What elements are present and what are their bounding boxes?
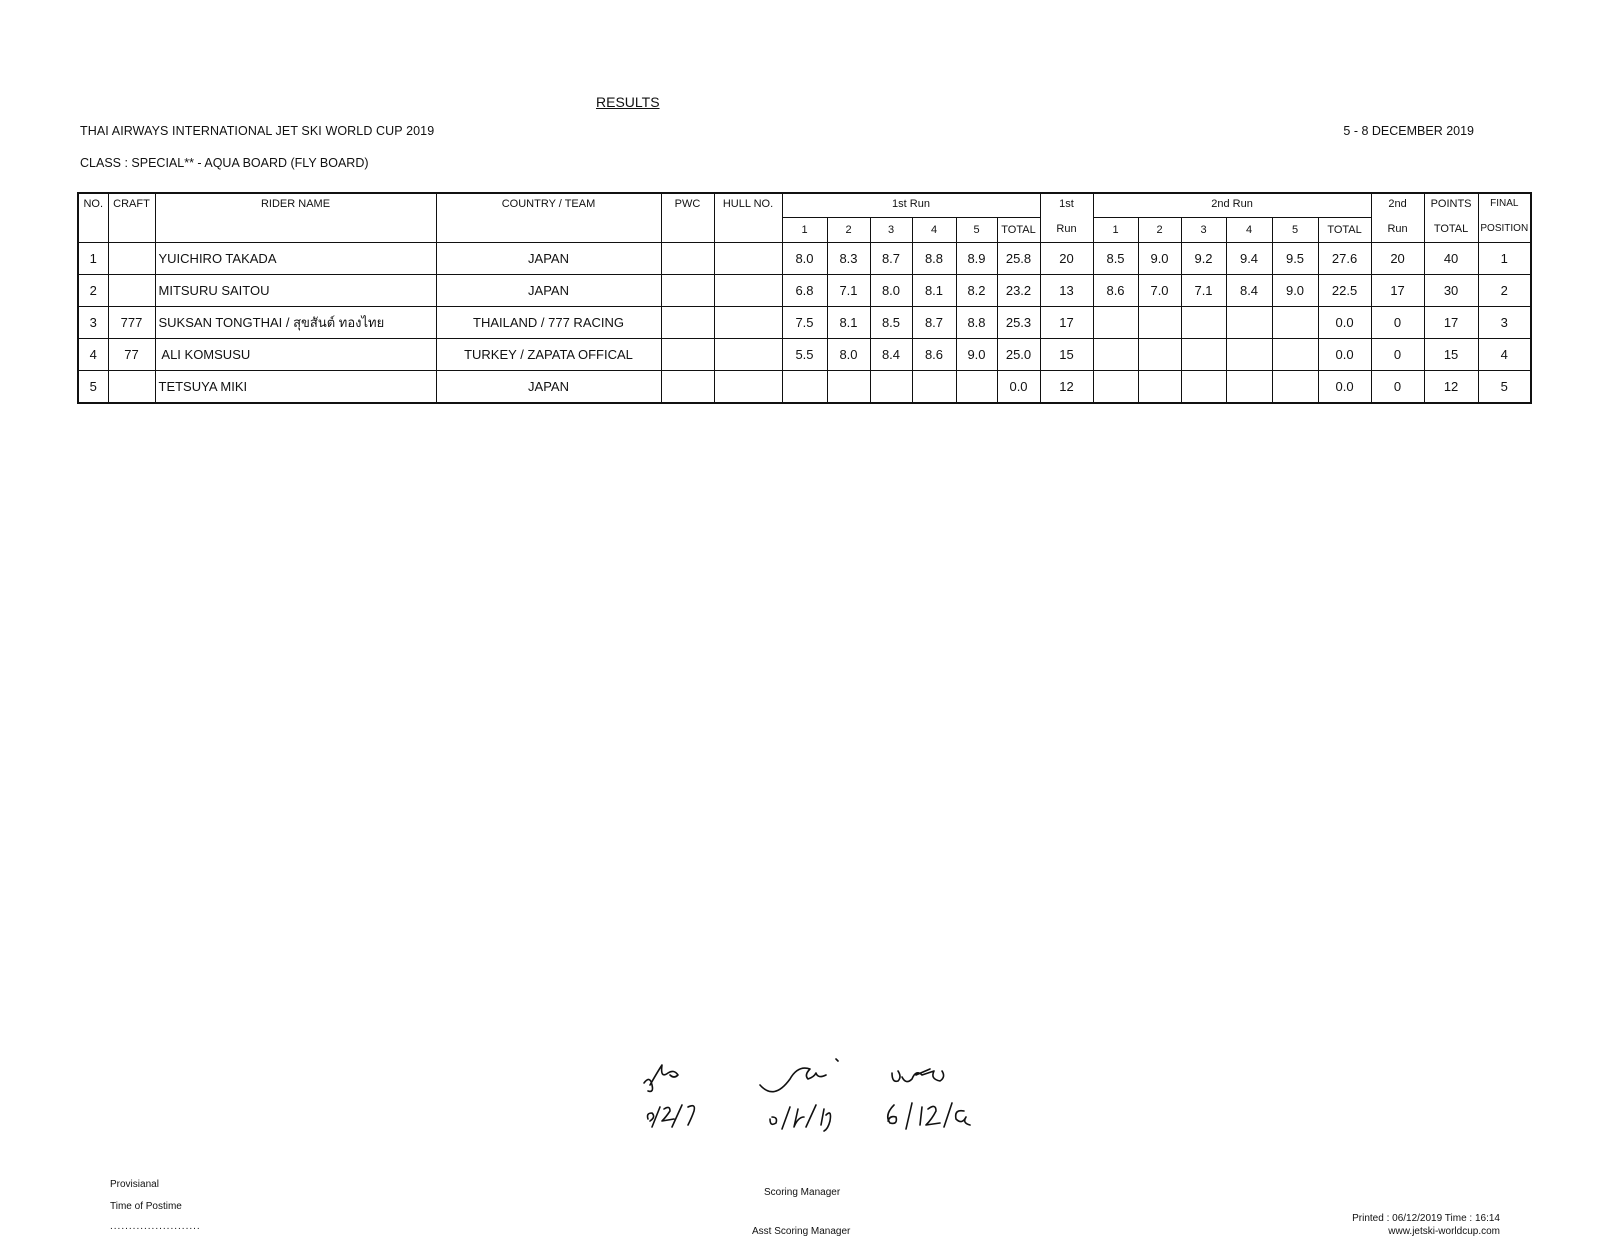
cell-rider-name: MITSURU SAITOU [155, 274, 436, 306]
cell-pwc [661, 370, 714, 403]
cell-run2-score: 7.0 [1138, 274, 1181, 306]
header-run1-total: TOTAL [997, 217, 1040, 242]
cell-run2-score: 8.4 [1226, 274, 1272, 306]
cell-run2-score [1226, 338, 1272, 370]
signature-3-date [888, 1103, 970, 1129]
cell-run1-score: 8.9 [956, 242, 997, 274]
header-2nd-run-points-bottom: Run [1371, 217, 1424, 242]
cell-final-position: 5 [1478, 370, 1531, 403]
asst-scoring-manager-label: Asst Scoring Manager [752, 1226, 851, 1237]
header-points-top: POINTS [1424, 193, 1478, 217]
header-country-blank [436, 217, 661, 242]
website-url: www.jetski-worldcup.com [1388, 1226, 1500, 1237]
cell-run1-total: 25.3 [997, 306, 1040, 338]
cell-run1-score [956, 370, 997, 403]
header-rider-blank [155, 217, 436, 242]
header-hull-blank [714, 217, 782, 242]
table-row [78, 242, 1531, 274]
header-country-team: COUNTRY / TEAM [436, 193, 661, 217]
provisional-label: Provisianal [110, 1179, 159, 1190]
cell-hull-no [714, 338, 782, 370]
cell-run2-score [1272, 306, 1318, 338]
cell-final-position: 1 [1478, 242, 1531, 274]
header-run1-judge-1: 1 [782, 217, 827, 242]
cell-hull-no [714, 370, 782, 403]
cell-run1-points: 20 [1040, 242, 1093, 274]
cell-run2-points: 0 [1371, 370, 1424, 403]
cell-run1-score: 8.5 [870, 306, 912, 338]
header-row-1 [78, 193, 1531, 217]
cell-final-position: 3 [1478, 306, 1531, 338]
cell-run2-points: 0 [1371, 338, 1424, 370]
cell-run2-score [1138, 370, 1181, 403]
cell-run2-score: 9.4 [1226, 242, 1272, 274]
cell-country-team: THAILAND / 777 RACING [436, 306, 661, 338]
cell-run1-score: 8.2 [956, 274, 997, 306]
cell-run2-score [1138, 338, 1181, 370]
cell-run1-score: 8.1 [912, 274, 956, 306]
cell-craft [108, 370, 155, 403]
cell-points-total: 17 [1424, 306, 1478, 338]
cell-run2-score [1093, 338, 1138, 370]
cell-run2-score: 9.5 [1272, 242, 1318, 274]
cell-run2-total: 0.0 [1318, 338, 1371, 370]
cell-run2-score [1138, 306, 1181, 338]
header-pwc: PWC [661, 193, 714, 217]
header-run2-judge-1: 1 [1093, 217, 1138, 242]
cell-points-total: 30 [1424, 274, 1478, 306]
cell-country-team: JAPAN [436, 242, 661, 274]
postime-dotted-line: ........................ [110, 1221, 201, 1232]
header-no: NO. [78, 193, 108, 217]
header-run1-judge-5: 5 [956, 217, 997, 242]
cell-country-team: JAPAN [436, 274, 661, 306]
cell-run1-score: 7.5 [782, 306, 827, 338]
cell-pwc [661, 242, 714, 274]
handwritten-signatures [640, 1055, 1000, 1135]
table-row [78, 306, 1531, 338]
signature-3-mark [892, 1069, 944, 1082]
cell-run2-points: 0 [1371, 306, 1424, 338]
header-run2-judge-2: 2 [1138, 217, 1181, 242]
cell-no: 1 [78, 242, 108, 274]
header-rider-name: RIDER NAME [155, 193, 436, 217]
cell-run1-total: 25.0 [997, 338, 1040, 370]
cell-no: 5 [78, 370, 108, 403]
cell-run2-score: 8.6 [1093, 274, 1138, 306]
cell-run1-total: 23.2 [997, 274, 1040, 306]
cell-run2-score: 8.5 [1093, 242, 1138, 274]
cell-craft: 77 [108, 338, 155, 370]
header-1st-run-points-bottom: Run [1040, 217, 1093, 242]
cell-run1-score: 7.1 [827, 274, 870, 306]
cell-run2-score [1181, 306, 1226, 338]
header-run2-judge-5: 5 [1272, 217, 1318, 242]
cell-run1-score: 8.0 [870, 274, 912, 306]
cell-run2-total: 22.5 [1318, 274, 1371, 306]
header-points-bottom: TOTAL [1424, 217, 1478, 242]
cell-run1-score: 5.5 [782, 338, 827, 370]
cell-run1-score: 8.0 [782, 242, 827, 274]
cell-pwc [661, 274, 714, 306]
event-name: THAI AIRWAYS INTERNATIONAL JET SKI WORLD CUP 2019 [80, 124, 435, 138]
header-run1-judge-3: 3 [870, 217, 912, 242]
header-hull-no: HULL NO. [714, 193, 782, 217]
cell-craft: 777 [108, 306, 155, 338]
cell-rider-name: ALI KOMSUSU [155, 338, 436, 370]
cell-run2-score [1181, 338, 1226, 370]
cell-no: 3 [78, 306, 108, 338]
header-1st-run-points-top: 1st [1040, 193, 1093, 217]
header-no-blank [78, 217, 108, 242]
header-final-bottom: POSITION [1478, 217, 1531, 242]
cell-run1-points: 12 [1040, 370, 1093, 403]
cell-run1-points: 17 [1040, 306, 1093, 338]
header-pwc-blank [661, 217, 714, 242]
event-dates: 5 - 8 DECEMBER 2019 [1343, 124, 1474, 138]
cell-run2-score: 9.0 [1272, 274, 1318, 306]
cell-run1-score: 8.3 [827, 242, 870, 274]
cell-final-position: 4 [1478, 338, 1531, 370]
cell-run1-total: 25.8 [997, 242, 1040, 274]
cell-no: 4 [78, 338, 108, 370]
cell-run1-score: 8.6 [912, 338, 956, 370]
cell-run1-score: 8.1 [827, 306, 870, 338]
cell-run2-score [1272, 338, 1318, 370]
class-line: CLASS : SPECIAL** - AQUA BOARD (FLY BOARD) [80, 156, 369, 170]
cell-hull-no [714, 242, 782, 274]
cell-run1-score: 8.4 [870, 338, 912, 370]
cell-final-position: 2 [1478, 274, 1531, 306]
cell-run1-score [870, 370, 912, 403]
cell-pwc [661, 306, 714, 338]
cell-rider-name: TETSUYA MIKI [155, 370, 436, 403]
cell-run2-score [1226, 306, 1272, 338]
cell-run2-score: 7.1 [1181, 274, 1226, 306]
cell-run1-score [912, 370, 956, 403]
cell-no: 2 [78, 274, 108, 306]
signature-1-date [648, 1105, 695, 1127]
cell-run1-score: 8.7 [870, 242, 912, 274]
cell-run1-points: 13 [1040, 274, 1093, 306]
scoring-manager-label: Scoring Manager [764, 1187, 841, 1198]
cell-run1-points: 15 [1040, 338, 1093, 370]
cell-run2-total: 0.0 [1318, 306, 1371, 338]
cell-run1-score [827, 370, 870, 403]
cell-run2-score [1272, 370, 1318, 403]
cell-craft [108, 274, 155, 306]
header-run2-total: TOTAL [1318, 217, 1371, 242]
header-craft-blank [108, 217, 155, 242]
table-row [78, 370, 1531, 403]
cell-craft [108, 242, 155, 274]
cell-run1-score: 8.0 [827, 338, 870, 370]
cell-run2-total: 0.0 [1318, 370, 1371, 403]
cell-hull-no [714, 274, 782, 306]
cell-run1-score: 9.0 [956, 338, 997, 370]
header-1st-run: 1st Run [782, 193, 1040, 217]
table-row [78, 274, 1531, 306]
cell-hull-no [714, 306, 782, 338]
cell-rider-name: YUICHIRO TAKADA [155, 242, 436, 274]
cell-country-team: JAPAN [436, 370, 661, 403]
cell-run1-score: 8.8 [956, 306, 997, 338]
results-table [77, 192, 1532, 404]
cell-run2-score [1226, 370, 1272, 403]
header-2nd-run: 2nd Run [1093, 193, 1371, 217]
cell-run2-score: 9.0 [1138, 242, 1181, 274]
cell-run1-total: 0.0 [997, 370, 1040, 403]
cell-pwc [661, 338, 714, 370]
signature-2-date [770, 1105, 831, 1131]
cell-run1-score: 8.7 [912, 306, 956, 338]
cell-run2-score [1181, 370, 1226, 403]
cell-run2-total: 27.6 [1318, 242, 1371, 274]
header-run1-judge-2: 2 [827, 217, 870, 242]
cell-points-total: 15 [1424, 338, 1478, 370]
cell-run2-score: 9.2 [1181, 242, 1226, 274]
signatures-image [640, 1055, 1000, 1135]
cell-points-total: 12 [1424, 370, 1478, 403]
time-of-postime-label: Time of Postime [110, 1201, 182, 1212]
cell-rider-name: SUKSAN TONGTHAI / สุขสันต์ ทองไทย [155, 306, 436, 338]
document-title: RESULTS [596, 94, 660, 110]
cell-country-team: TURKEY / ZAPATA OFFICAL [436, 338, 661, 370]
cell-run2-points: 20 [1371, 242, 1424, 274]
header-run2-judge-4: 4 [1226, 217, 1272, 242]
cell-run2-score [1093, 306, 1138, 338]
header-row-2 [78, 217, 1531, 242]
header-final-top: FINAL [1478, 193, 1531, 217]
header-2nd-run-points-top: 2nd [1371, 193, 1424, 217]
header-run1-judge-4: 4 [912, 217, 956, 242]
signature-1-mark [644, 1065, 678, 1091]
cell-points-total: 40 [1424, 242, 1478, 274]
printed-timestamp: Printed : 06/12/2019 Time : 16:14 [1352, 1213, 1500, 1224]
table-row [78, 338, 1531, 370]
cell-run1-score [782, 370, 827, 403]
header-craft: CRAFT [108, 193, 155, 217]
cell-run1-score: 6.8 [782, 274, 827, 306]
header-run2-judge-3: 3 [1181, 217, 1226, 242]
signature-2-mark [760, 1059, 838, 1092]
cell-run2-points: 17 [1371, 274, 1424, 306]
cell-run2-score [1093, 370, 1138, 403]
cell-run1-score: 8.8 [912, 242, 956, 274]
